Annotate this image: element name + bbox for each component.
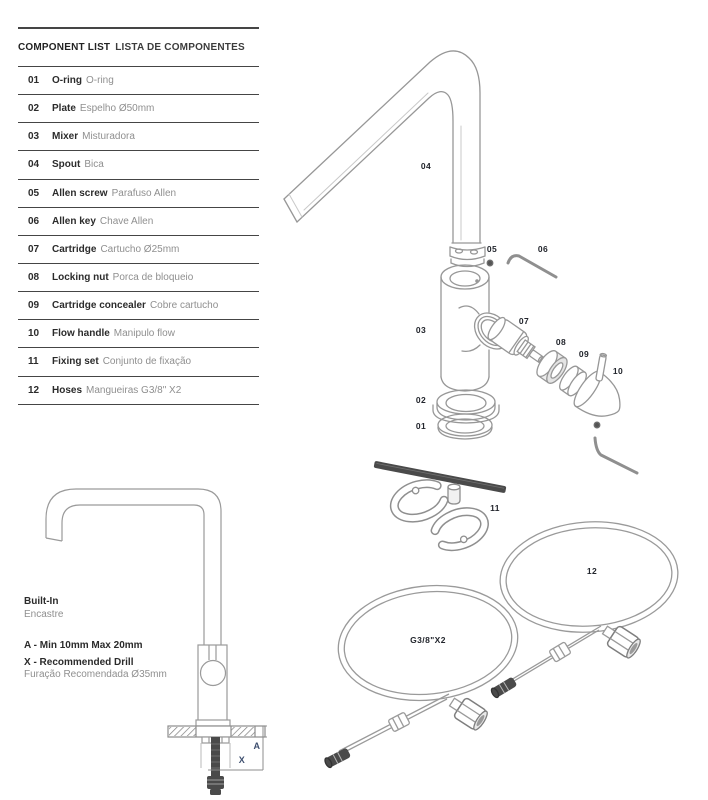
flow-handle-drawing bbox=[570, 353, 631, 428]
dimension-x-note-pt: Furação Recomendada Ø35mm bbox=[24, 669, 167, 680]
dimension-a-note: A - Min 10mm Max 20mm bbox=[24, 640, 143, 651]
component-name-en: Fixing set bbox=[52, 356, 99, 368]
part-label-01: 01 bbox=[415, 421, 427, 431]
component-name-pt: Cobre cartucho bbox=[149, 300, 219, 312]
o-ring-drawing bbox=[438, 414, 492, 439]
component-name-pt: Cartucho Ø25mm bbox=[100, 243, 180, 255]
part-label-12: 12 bbox=[586, 566, 598, 576]
spout-drawing bbox=[284, 51, 480, 243]
component-name-en: Cartridge concealer bbox=[52, 300, 146, 312]
dimension-x-note-en: X - Recommended Drill bbox=[24, 656, 134, 668]
fixing-set-drawing bbox=[374, 461, 507, 552]
part-label-07: 07 bbox=[518, 316, 530, 326]
component-name-pt: Bica bbox=[84, 159, 104, 171]
component-name-en: Cartridge bbox=[52, 243, 97, 255]
dim-label-x: X bbox=[238, 755, 246, 765]
hose-left-drawing bbox=[324, 577, 524, 769]
component-name-pt: Conjunto de fixação bbox=[102, 356, 192, 368]
component-list-title-en: COMPONENT LIST bbox=[18, 42, 111, 53]
component-name-en: Plate bbox=[52, 103, 76, 115]
component-name-pt: Porca de bloqueio bbox=[112, 272, 194, 284]
component-name-pt: Espelho Ø50mm bbox=[79, 103, 155, 115]
component-number: 05 bbox=[28, 187, 40, 199]
component-name-en: Flow handle bbox=[52, 328, 110, 340]
component-name-en: Hoses bbox=[52, 384, 83, 396]
component-number: 08 bbox=[28, 272, 40, 284]
builtin-title-pt: Encastre bbox=[24, 608, 64, 620]
component-name-en: Mixer bbox=[52, 131, 79, 143]
component-number: 12 bbox=[28, 384, 40, 396]
allen-key-bottom-drawing bbox=[595, 438, 637, 473]
component-number: 03 bbox=[28, 131, 40, 143]
component-name-pt: Manipulo flow bbox=[113, 328, 175, 340]
hoses-drawing bbox=[324, 516, 682, 769]
part-label-06: 06 bbox=[537, 244, 549, 254]
part-label-g38x2: G3/8"X2 bbox=[410, 635, 446, 645]
part-label-04: 04 bbox=[420, 161, 432, 171]
allen-key-top-drawing bbox=[508, 256, 556, 277]
part-label-02: 02 bbox=[415, 395, 427, 405]
component-number: 06 bbox=[28, 215, 40, 227]
component-name-en: Spout bbox=[52, 159, 81, 171]
component-number: 10 bbox=[28, 328, 40, 340]
component-name-pt: Misturadora bbox=[82, 131, 135, 143]
clamp-a-drawing bbox=[390, 478, 447, 524]
component-name-en: Locking nut bbox=[52, 272, 109, 284]
part-label-05: 05 bbox=[486, 244, 498, 254]
component-list-title-pt: LISTA DE COMPONENTES bbox=[115, 42, 245, 53]
spout-connector-drawing bbox=[450, 243, 485, 267]
part-label-08: 08 bbox=[555, 337, 567, 347]
allen-screw-top-drawing bbox=[487, 260, 493, 266]
part-label-09: 09 bbox=[578, 349, 590, 359]
dim-label-a: A bbox=[253, 741, 261, 751]
component-number: 01 bbox=[28, 75, 40, 87]
component-name-pt: Parafuso Allen bbox=[111, 187, 177, 199]
hose-right-drawing bbox=[490, 516, 682, 699]
component-name-pt: Chave Allen bbox=[99, 215, 154, 227]
component-number: 09 bbox=[28, 300, 40, 312]
part-label-10: 10 bbox=[612, 366, 624, 376]
component-name-en: Allen screw bbox=[52, 187, 108, 199]
component-number: 11 bbox=[28, 356, 39, 368]
component-name-en: Allen key bbox=[52, 215, 96, 227]
builtin-title-en: Built-In bbox=[24, 596, 59, 607]
component-name-pt: Mangueiras G3/8" X2 bbox=[86, 384, 182, 396]
exploded-faucet-drawing bbox=[284, 51, 637, 473]
component-name-pt: O-ring bbox=[86, 75, 114, 87]
part-label-11: 11 bbox=[490, 503, 500, 513]
allen-screw-bottom-drawing bbox=[594, 422, 600, 428]
component-name-en: O-ring bbox=[52, 75, 82, 87]
component-number: 07 bbox=[28, 243, 40, 255]
component-number: 04 bbox=[28, 159, 40, 171]
part-label-03: 03 bbox=[415, 325, 427, 335]
component-number: 02 bbox=[28, 103, 40, 115]
builtin-installation-drawing bbox=[46, 489, 267, 795]
